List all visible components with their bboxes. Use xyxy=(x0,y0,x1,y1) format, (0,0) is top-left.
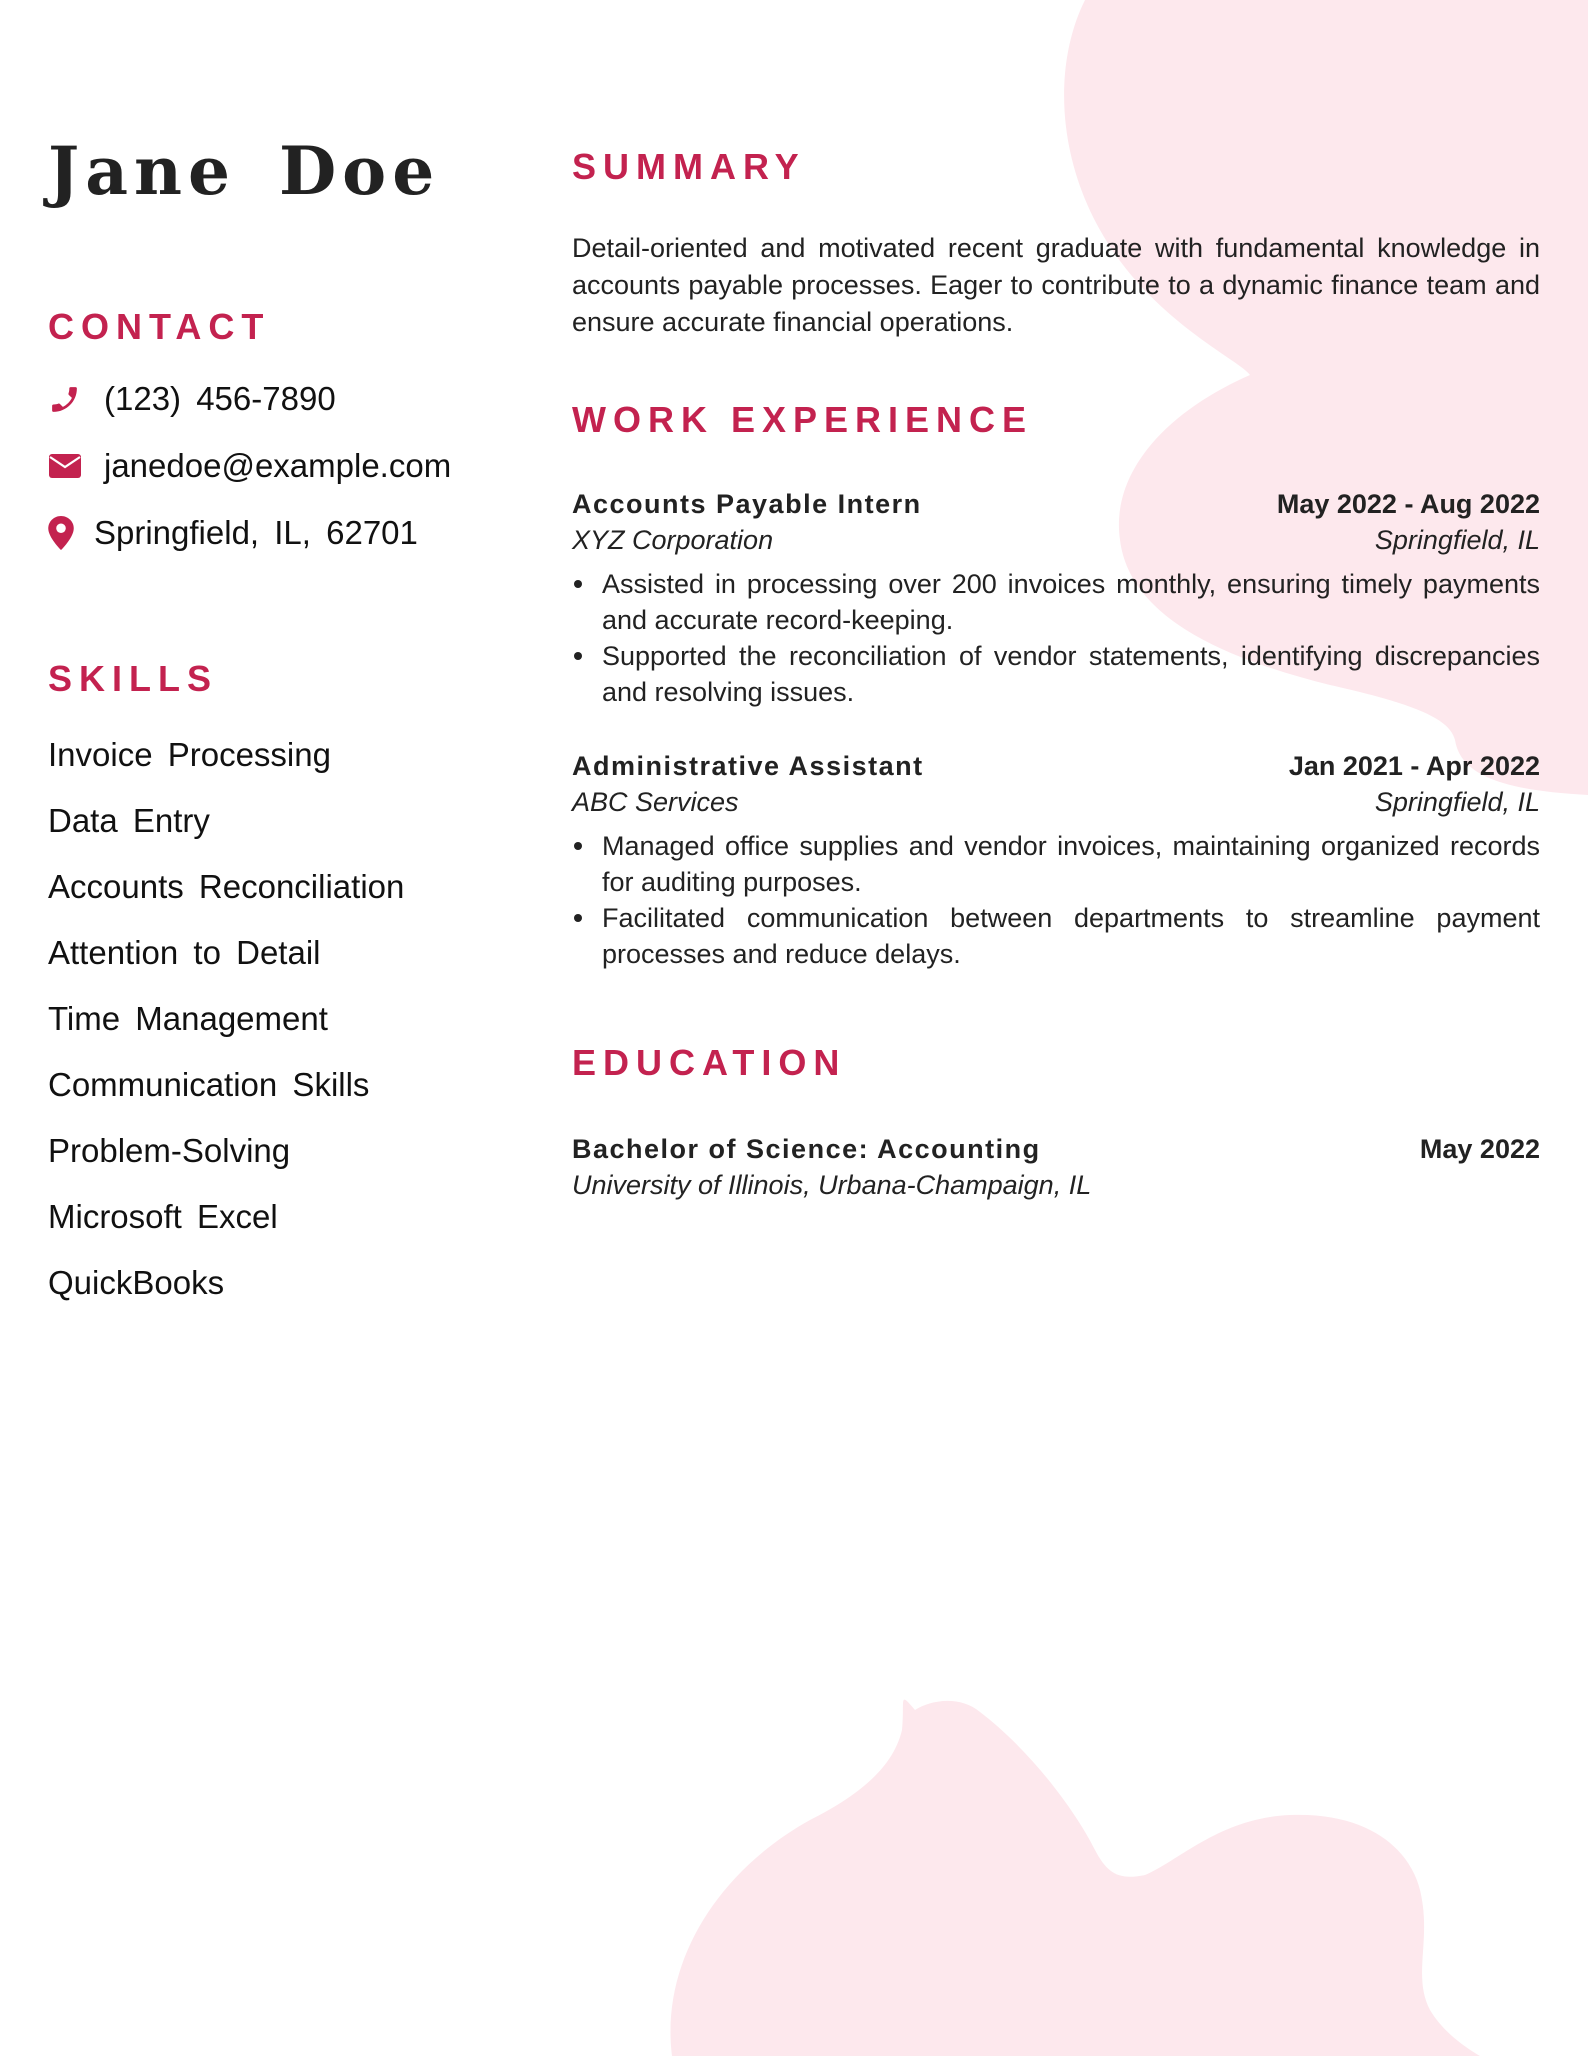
job-bullet xyxy=(572,638,1540,710)
contact-heading: CONTACT xyxy=(48,306,271,347)
skill-item: Microsoft Excel xyxy=(48,1198,278,1235)
skill-item: Problem-Solving xyxy=(48,1132,291,1169)
job-company: ABC Services xyxy=(572,787,739,817)
job-location: Springfield, IL xyxy=(1374,787,1540,817)
location-text: Springfield, IL, 62701 xyxy=(94,514,418,551)
job-dates: Jan 2021 - Apr 2022 xyxy=(1288,751,1540,781)
contact-location xyxy=(48,516,451,550)
job-subheader-row xyxy=(572,784,1540,820)
education-header-row xyxy=(572,1131,1540,1167)
job-entry xyxy=(572,486,1540,710)
skill-item: Time Management xyxy=(48,1000,328,1037)
degree-title: Bachelor of Science: Accounting xyxy=(572,1134,1041,1164)
school-name: University of Illinois, Urbana-Champaign, IL xyxy=(572,1170,1092,1200)
job-company: XYZ Corporation xyxy=(572,525,774,555)
education-entry xyxy=(572,1131,1540,1203)
skill-item: Communication Skills xyxy=(48,1066,370,1103)
job-header-row xyxy=(572,748,1540,784)
bullet-dot xyxy=(574,914,582,922)
bullet-dot xyxy=(574,580,582,588)
skill-item: Attention to Detail xyxy=(48,934,321,971)
summary-text: Detail-oriented and motivated recent graduate with fundamental knowledge in accounts payable processes. Eager to contribute to a dynamic finance team and ensure accurate financial operations. xyxy=(572,233,1540,337)
work-experience-heading: WORK EXPERIENCE xyxy=(572,399,1034,440)
job-subheader-row xyxy=(572,522,1540,558)
skill-item: Data Entry xyxy=(48,802,210,839)
contact-phone xyxy=(48,382,451,416)
summary-heading: SUMMARY xyxy=(572,146,806,187)
job-bullet xyxy=(572,566,1540,638)
contact-list xyxy=(48,382,451,583)
skills-list xyxy=(48,736,404,1330)
skills-heading: SKILLS xyxy=(48,658,219,699)
job-location: Springfield, IL xyxy=(1374,525,1540,555)
skill-item: QuickBooks xyxy=(48,1264,225,1301)
email-link[interactable]: janedoe@example.com xyxy=(104,447,452,484)
phone-text[interactable]: (123) 456-7890 xyxy=(104,380,336,417)
skill-item: Accounts Reconciliation xyxy=(48,868,405,905)
job-bullets xyxy=(572,828,1540,972)
candidate-name: Jane Doe xyxy=(48,132,441,210)
contact-email xyxy=(48,449,451,483)
map-pin-icon xyxy=(48,516,82,550)
phone-icon xyxy=(48,383,92,416)
job-bullet xyxy=(572,828,1540,900)
bullet-text: Supported the reconciliation of vendor statements, identifying discrepancies and resolving issues. xyxy=(602,641,1540,707)
job-header-row xyxy=(572,486,1540,522)
graduation-date: May 2022 xyxy=(1419,1134,1540,1164)
bullet-text: Managed office supplies and vendor invoices, maintaining organized records for auditing purposes. xyxy=(602,831,1540,897)
education-subheader-row xyxy=(572,1167,1540,1203)
job-dates: May 2022 - Aug 2022 xyxy=(1276,489,1540,519)
bullet-text: Facilitated communication between departments to streamline payment processes and reduce delays. xyxy=(602,903,1540,969)
job-title: Accounts Payable Intern xyxy=(572,489,922,519)
bullet-dot xyxy=(574,652,582,660)
job-bullets xyxy=(572,566,1540,710)
education-heading: EDUCATION xyxy=(572,1042,847,1083)
job-bullet xyxy=(572,900,1540,972)
envelope-icon xyxy=(48,452,92,480)
bullet-dot xyxy=(574,842,582,850)
job-title: Administrative Assistant xyxy=(572,751,924,781)
skill-item: Invoice Processing xyxy=(48,736,331,773)
bullet-text: Assisted in processing over 200 invoices monthly, ensuring timely payments and accurate record-keeping. xyxy=(602,569,1540,635)
job-entry xyxy=(572,748,1540,972)
